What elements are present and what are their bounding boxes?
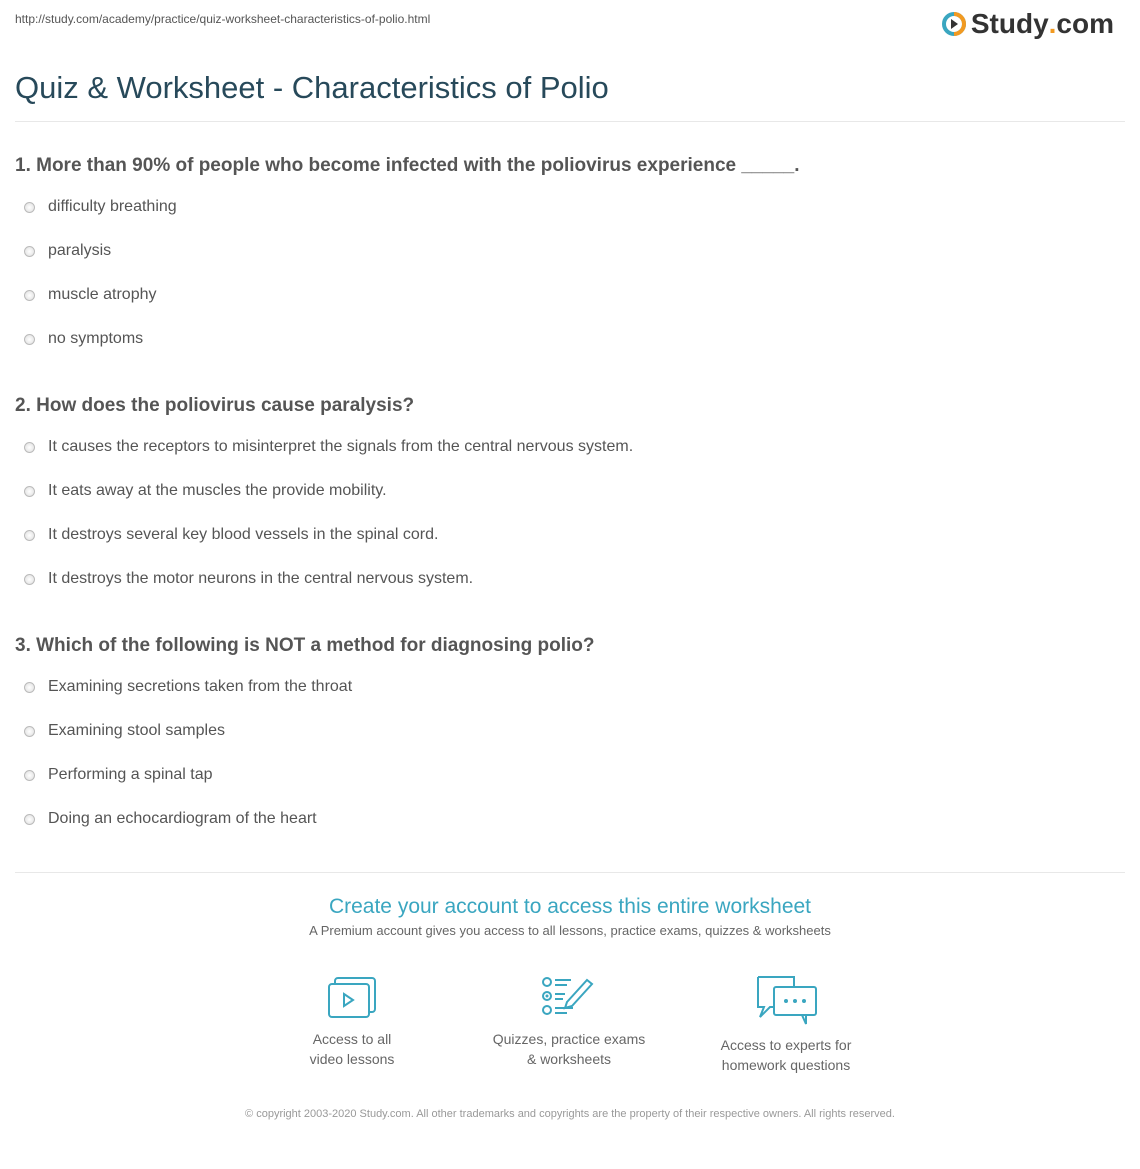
answer-option[interactable] <box>15 513 633 557</box>
answer-option[interactable] <box>15 425 633 469</box>
cta-subtitle: A Premium account gives you access to all lessons, practice exams, quizzes & worksheets <box>309 923 831 938</box>
feature-quizzes <box>469 975 669 1069</box>
radio-button[interactable] <box>24 814 35 825</box>
answer-option[interactable] <box>15 229 799 273</box>
answer-label: paralysis <box>48 242 112 259</box>
radio-button[interactable] <box>24 726 35 737</box>
answer-option[interactable] <box>15 557 633 601</box>
divider <box>15 872 1125 873</box>
feature-line: homework questions <box>721 1057 851 1073</box>
radio-button[interactable] <box>24 334 35 345</box>
divider <box>15 121 1125 122</box>
answer-label: muscle atrophy <box>48 286 157 303</box>
radio-button[interactable] <box>24 682 35 693</box>
answer-option[interactable] <box>15 317 799 361</box>
page-url: http://study.com/academy/practice/quiz-worksheet-characteristics-of-polio.html <box>15 12 431 26</box>
video-lessons-icon <box>327 975 377 1019</box>
feature-line: Quizzes, practice exams <box>492 1031 646 1047</box>
copyright: © copyright 2003-2020 Study.com. All other trademarks and copyrights are the property of their respective owners. All rights reserved. <box>245 1108 895 1120</box>
answer-label: difficulty breathing <box>48 198 177 215</box>
logo-tld: com <box>1056 8 1114 39</box>
answer-label: It destroys the motor neurons in the central nervous system. <box>48 570 474 587</box>
question-text: 1. More than 90% of people who become infected with the poliovirus experience _____. <box>15 155 800 176</box>
answer-label: It destroys several key blood vessels in the spinal cord. <box>48 526 439 543</box>
answer-option[interactable] <box>15 709 594 753</box>
feature-experts <box>686 975 886 1075</box>
answer-option[interactable] <box>15 665 594 709</box>
answer-option[interactable] <box>15 273 799 317</box>
signup-cta <box>0 895 1140 938</box>
answer-label: Doing an echocardiogram of the heart <box>48 810 317 827</box>
radio-button[interactable] <box>24 486 35 497</box>
answer-label: It eats away at the muscles the provide mobility. <box>48 482 387 499</box>
answer-label: Examining secretions taken from the throat <box>48 678 353 695</box>
answer-option[interactable] <box>15 797 594 841</box>
feature-line: & worksheets <box>526 1051 612 1067</box>
radio-button[interactable] <box>24 246 35 257</box>
answer-option[interactable] <box>15 469 633 513</box>
logo-dot: . <box>1048 8 1057 39</box>
question <box>15 635 594 853</box>
feature-video-lessons <box>252 975 452 1069</box>
radio-button[interactable] <box>24 202 35 213</box>
play-logo-icon <box>941 11 967 37</box>
cta-title[interactable]: Create your account to access this entire worksheet <box>328 895 812 918</box>
question <box>15 395 633 613</box>
logo-name: Study <box>970 8 1049 39</box>
answer-label: no symptoms <box>48 330 144 347</box>
page-title: Quiz & Worksheet - Characteristics of Polio <box>15 70 609 105</box>
question <box>15 155 799 373</box>
answer-label: It causes the receptors to misinterpret the signals from the central nervous system. <box>48 438 634 455</box>
answer-label: Performing a spinal tap <box>48 766 213 783</box>
study-logo[interactable] <box>941 8 1114 40</box>
answer-label: Examining stool samples <box>48 722 225 739</box>
radio-button[interactable] <box>24 442 35 453</box>
radio-button[interactable] <box>24 770 35 781</box>
answer-option[interactable] <box>15 753 594 797</box>
quiz-checklist-icon <box>541 975 597 1019</box>
radio-button[interactable] <box>24 290 35 301</box>
answer-option[interactable] <box>15 185 799 229</box>
chat-bubbles-icon <box>754 975 818 1025</box>
feature-line: video lessons <box>309 1051 395 1067</box>
radio-button[interactable] <box>24 530 35 541</box>
radio-button[interactable] <box>24 574 35 585</box>
feature-line: Access to all <box>312 1031 392 1047</box>
question-text: 3. Which of the following is NOT a method for diagnosing polio? <box>15 635 595 656</box>
question-text: 2. How does the poliovirus cause paralysis? <box>15 395 415 416</box>
feature-line: Access to experts for <box>720 1037 852 1053</box>
